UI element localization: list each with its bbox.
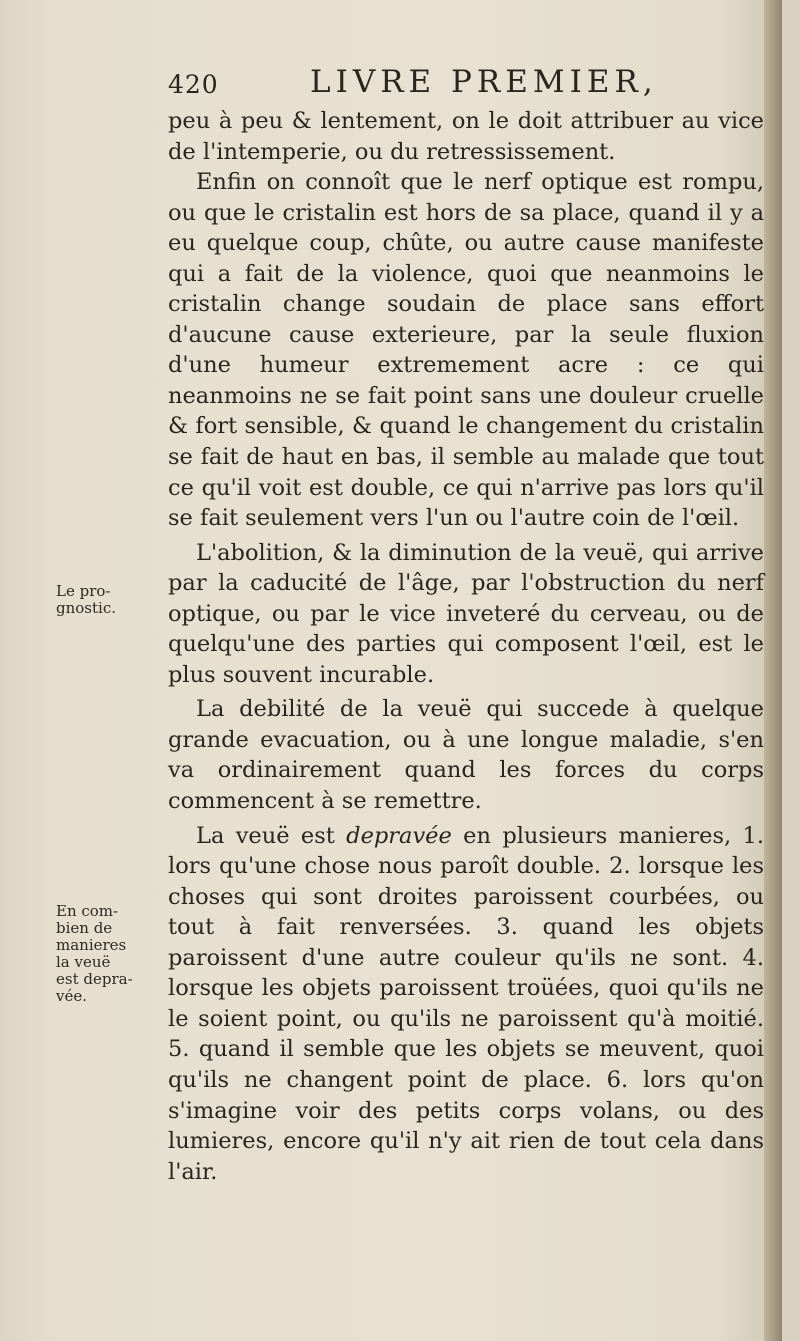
paragraph-continuation: peu à peu & lentement, on le doit attribuer au vice de l'intemperie, ou du retressissement. <box>168 108 764 165</box>
paragraph-debility: La debilité de la veuë qui succede à quelque grande evacuation, ou à une longue maladie, s'en va ordinairement quand les forces du corps commencent à se remettre. <box>168 696 764 815</box>
page-number: 420 <box>168 70 219 99</box>
page-header <box>168 62 728 106</box>
margin-note-line: Le pro- <box>56 582 111 600</box>
paragraph-text-before: La veuë est <box>196 822 347 849</box>
paragraph-optic-nerve: Enfin on connoît que le nerf optique est rompu, ou que le cristalin est hors de sa place, quand il y a eu quelque coup, chûte, ou autre cause manifeste qui a fait de la violence, quoi que neanmoins le cristalin change soudain de place sans effort d'aucune cause exterieure, par la seule fluxion d'une humeur extremement acre : ce qui neanmoins ne se fait point sans une douleur cruelle & fort sensible, & quand le changement du cristalin se fait de haut en bas, il semble au malade que tout ce qu'il voit est double, ce qui n'arrive pas lors qu'il se fait seulement vers l'un ou l'autre coin de l'œil. <box>168 169 764 532</box>
margin-note-prognostic <box>56 583 166 617</box>
emphasized-word: depravée <box>346 822 452 849</box>
margin-note-line: En com- <box>56 902 119 920</box>
running-title: LIVRE PREMIER, <box>310 64 658 100</box>
margin-note-depraved-sight <box>56 903 166 1005</box>
margin-note-line: manieres <box>56 936 127 954</box>
margin-note-line: bien de <box>56 919 113 937</box>
margin-note-line: la veuë <box>56 953 111 971</box>
margin-note-line: vée. <box>56 987 87 1005</box>
margin-note-line: est depra- <box>56 970 133 988</box>
body-text <box>168 106 764 1187</box>
page-edge <box>764 0 782 1341</box>
paragraph-depraved-sight <box>168 821 764 1188</box>
paragraph-abolition: L'abolition, & la diminution de la veuë, qui arrive par la caducité de l'âge, par l'obstruction du nerf optique, ou par le vice inveteré du cerveau, ou de quelqu'une des parties qui composent l'œil, est le plus souvent incurable. <box>168 539 764 688</box>
margin-note-line: gnostic. <box>56 599 116 617</box>
paragraph-text-after: en plusieurs manieres, 1. lors qu'une chose nous paroît double. 2. lorsque les choses qui sont droites paroissent courbées, ou tout à fait renversées. 3. quand les objets paroissent d'une autre couleur qu'ils ne sont. 4. lorsque les objets paroissent troüées, quoi qu'ils ne le soient point, ou qu'ils ne paroissent qu'à moitié. 5. quand il semble que les objets se meuvent, quoi qu'ils ne changent point de place. 6. lors qu'on s'imagine voir des petits corps volans, ou des lumieres, encore qu'il n'y ait rien de tout cela dans l'air. <box>168 822 764 1185</box>
